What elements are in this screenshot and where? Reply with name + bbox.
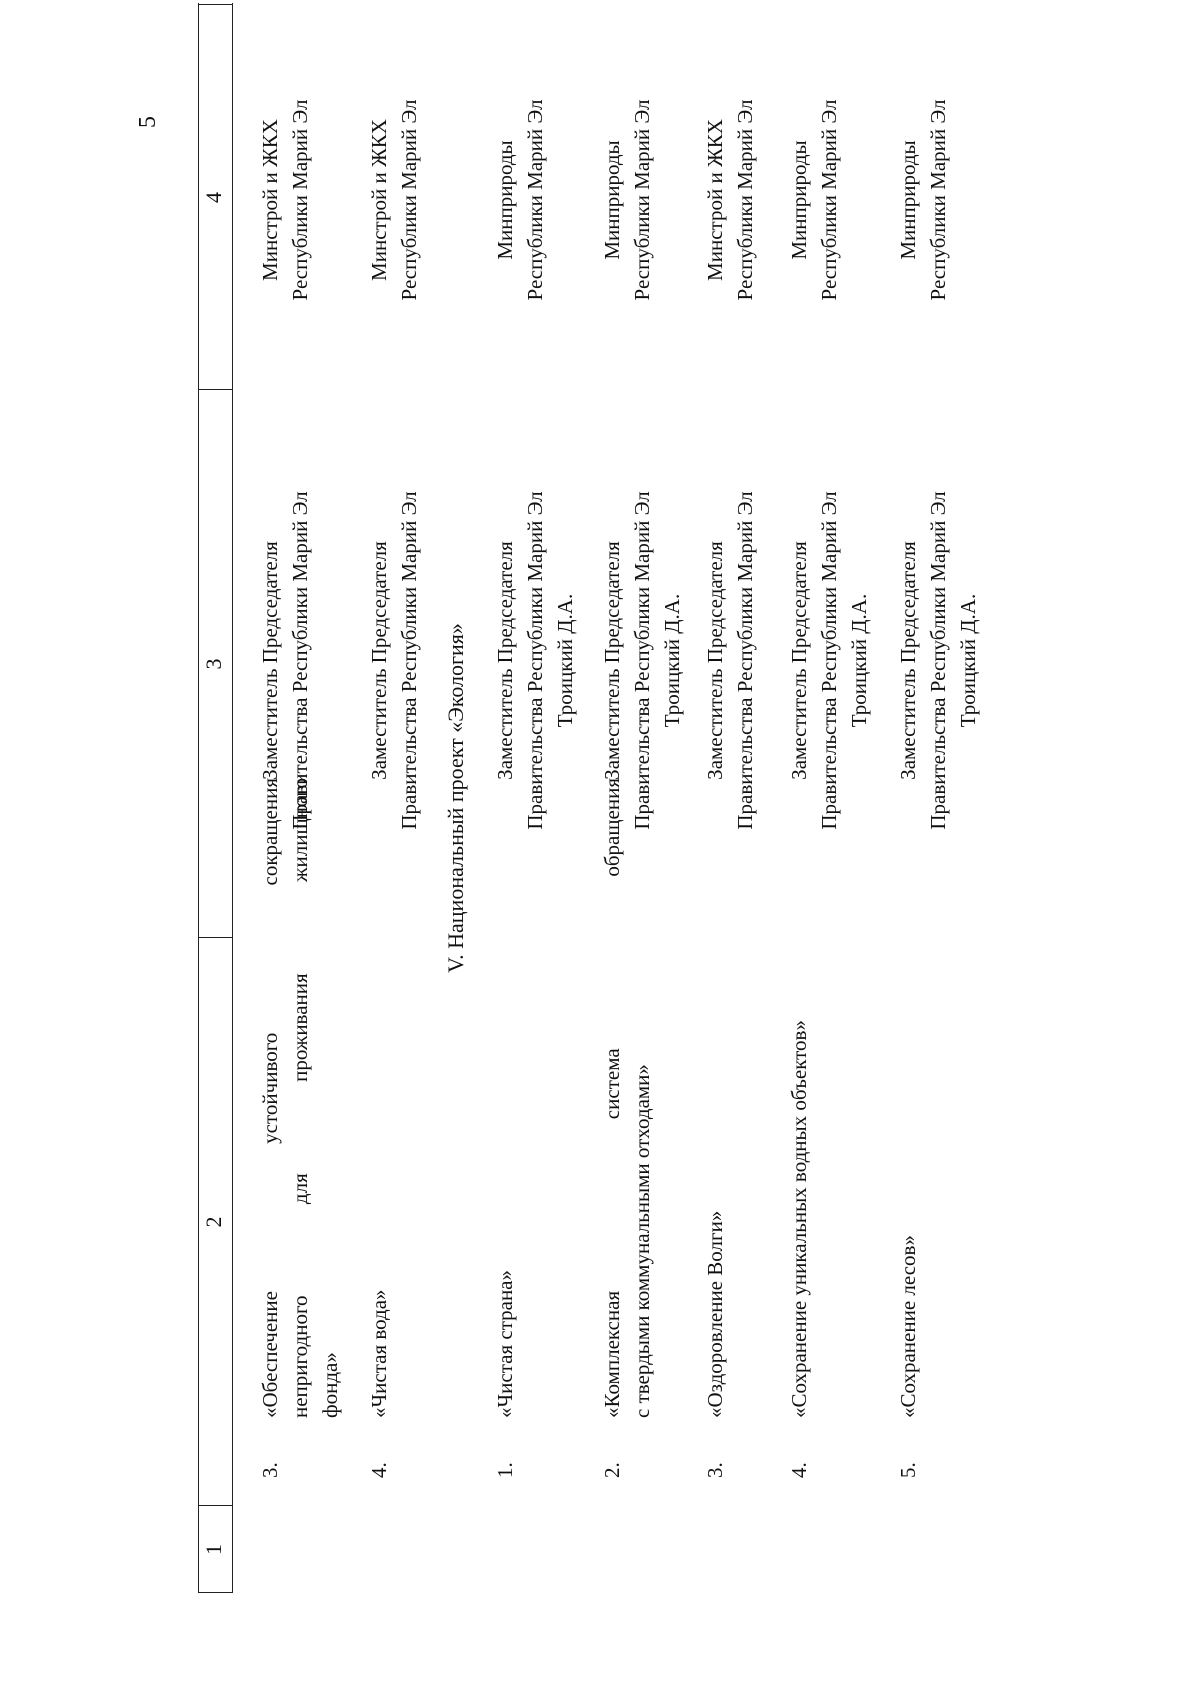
section-title: V. Национальный проект «Экология»	[443, 623, 468, 973]
row-number: 2.	[600, 1462, 624, 1478]
executor-line: Минстрой и ЖКХ	[258, 119, 282, 281]
executor-line: Республики Марий Эл	[733, 99, 757, 301]
executor	[364, 15, 424, 385]
curator-line: Троицкий Д.А.	[553, 593, 577, 728]
row-number: 5.	[896, 1462, 920, 1478]
name-text: «Чистая страна»	[493, 1269, 517, 1418]
curator-line: Заместитель Председателя	[600, 541, 624, 780]
row-number: 4.	[787, 1462, 811, 1478]
curator	[597, 388, 687, 933]
executor	[597, 15, 657, 385]
executor	[893, 15, 953, 385]
executor-line: Минстрой и ЖКХ	[367, 119, 391, 281]
curator-line: Троицкий Д.А.	[660, 593, 684, 728]
header-col-2: 2	[201, 1216, 226, 1228]
executor-line: Минприроды	[896, 140, 920, 260]
curator-line: Правительства Республики Марий Эл	[288, 491, 312, 830]
executor-line: Минприроды	[493, 140, 517, 260]
executor-line: Минприроды	[787, 140, 811, 260]
header-top-border	[198, 3, 199, 1593]
curator-line: Заместитель Председателя	[258, 541, 282, 780]
curator	[255, 388, 315, 933]
curator-line: Заместитель Председателя	[787, 541, 811, 780]
curator	[784, 388, 874, 933]
row-number: 1.	[493, 1462, 517, 1478]
header-col-4: 4	[201, 192, 226, 203]
header-col-1: 1	[201, 1544, 226, 1555]
name-text: «Оздоровление Волги»	[703, 1210, 727, 1418]
row-number: 4.	[367, 1462, 391, 1478]
executor	[784, 15, 844, 385]
name-text: «Сохранение уникальных водных объектов»	[787, 1020, 811, 1418]
executor-line: Республики Марий Эл	[523, 99, 547, 301]
name-text: «Комплексная система обращения	[600, 778, 624, 1418]
name-line: фонда»	[318, 1352, 342, 1418]
executor	[490, 15, 550, 385]
name-text: «Чистая вода»	[367, 1289, 391, 1418]
curator-line: Правительства Республики Марий Эл	[926, 491, 950, 830]
curator-line: Заместитель Председателя	[367, 541, 391, 780]
header-bottom-border	[232, 3, 233, 1593]
executor-line: Республики Марий Эл	[288, 99, 312, 301]
name-text: «Сохранение лесов»	[896, 1235, 920, 1418]
executor	[700, 15, 760, 385]
page-number: 5	[135, 116, 161, 128]
curator-line: Правительства Республики Марий Эл	[630, 491, 654, 830]
name-line: с твердыми коммунальными отходами»	[630, 1064, 654, 1418]
header-col-3: 3	[201, 658, 226, 670]
curator	[700, 388, 760, 933]
executor-line: Республики Марий Эл	[926, 99, 950, 301]
executor-line: Республики Марий Эл	[817, 99, 841, 301]
curator-line: Правительства Республики Марий Эл	[523, 491, 547, 830]
curator-line: Троицкий Д.А.	[956, 593, 980, 728]
curator-line: Заместитель Председателя	[896, 541, 920, 780]
executor-line: Минприроды	[600, 140, 624, 260]
curator-line: Правительства Республики Марий Эл	[397, 491, 421, 830]
curator	[490, 388, 580, 933]
rotated-table	[0, 3, 1000, 1593]
curator-line: Заместитель Председателя	[703, 541, 727, 780]
row-number: 3.	[258, 1462, 282, 1478]
executor-line: Республики Марий Эл	[630, 99, 654, 301]
executor-line: Минстрой и ЖКХ	[703, 119, 727, 281]
executor	[255, 15, 315, 385]
curator-line: Правительства Республики Марий Эл	[733, 491, 757, 830]
curator	[893, 388, 983, 933]
curator-line: Правительства Республики Марий Эл	[817, 491, 841, 830]
name-line: непригодного для проживания жилищного	[288, 778, 312, 1418]
curator-line: Заместитель Председателя	[493, 541, 517, 780]
name-text: «Обеспечение устойчивого сокращения	[258, 778, 282, 1418]
curator	[364, 388, 424, 933]
table-header	[198, 3, 232, 1593]
curator-line: Троицкий Д.А.	[847, 593, 871, 728]
executor-line: Республики Марий Эл	[397, 99, 421, 301]
row-number: 3.	[703, 1462, 727, 1478]
